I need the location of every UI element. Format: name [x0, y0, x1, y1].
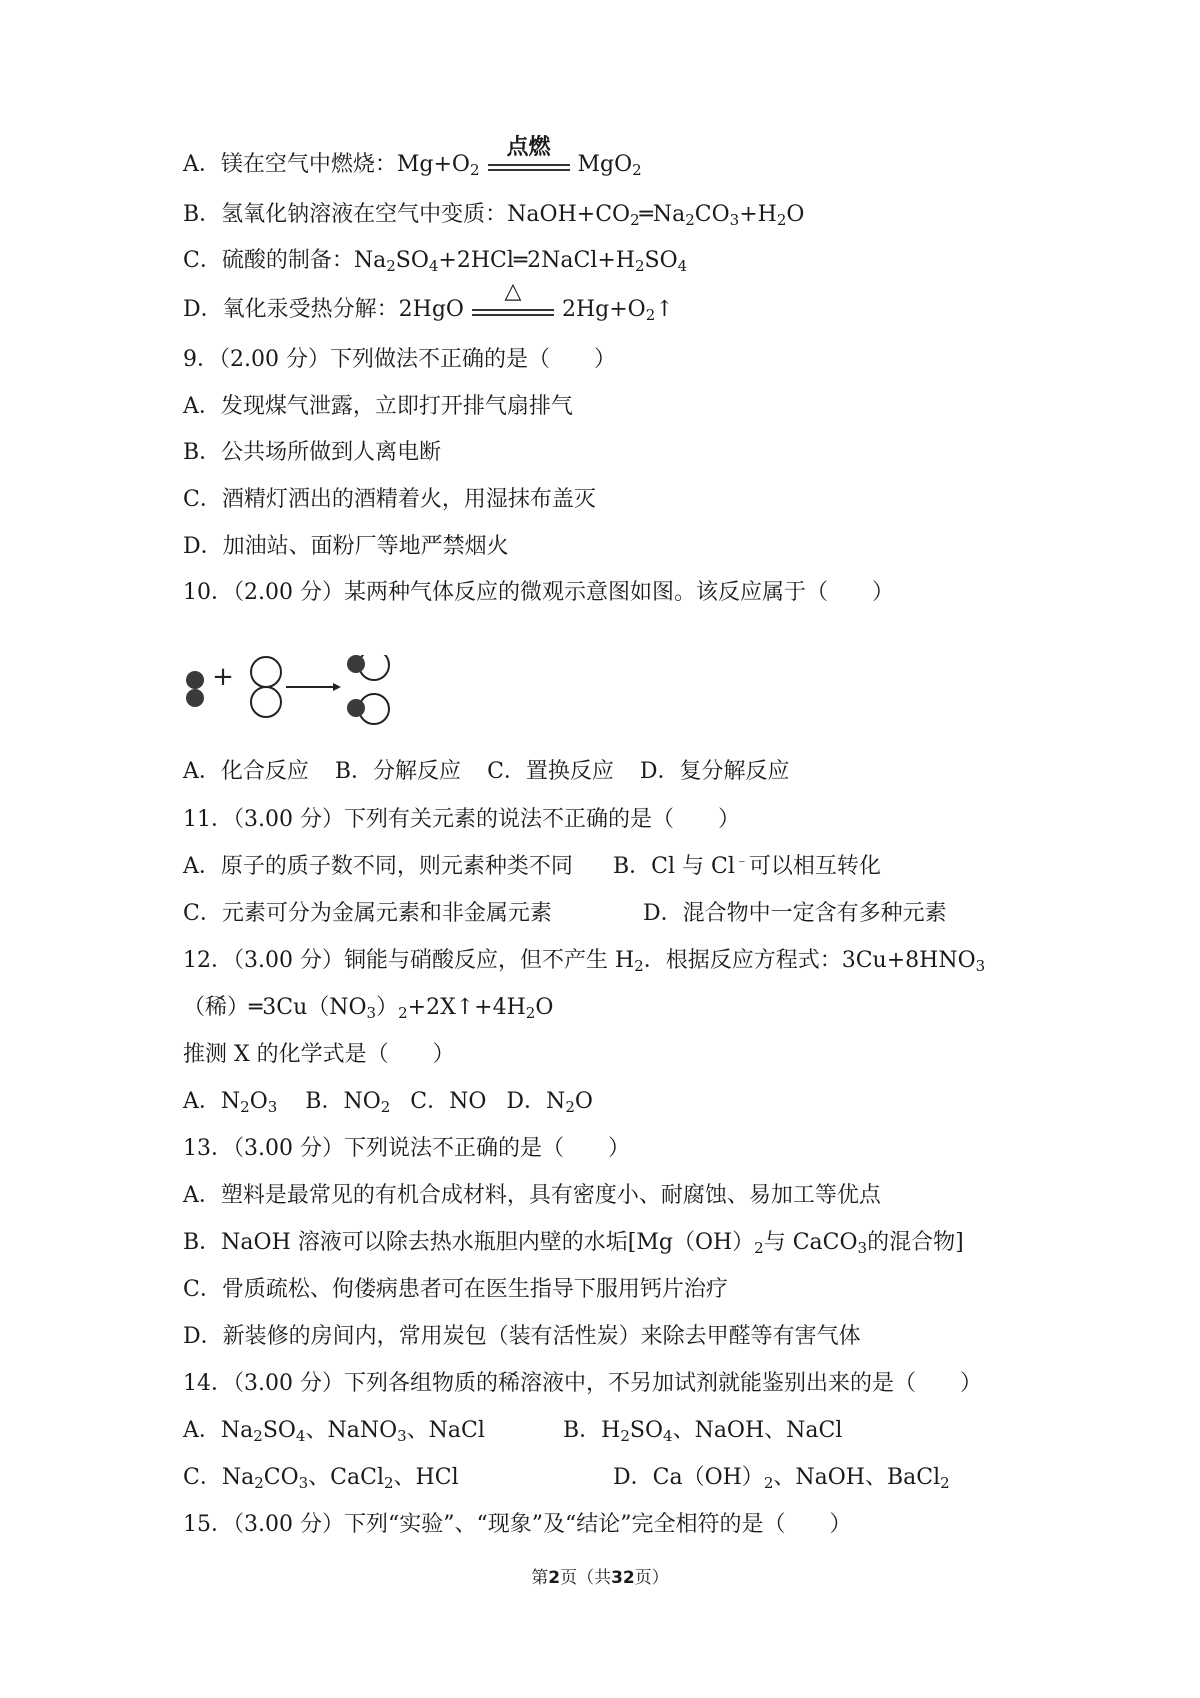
- text-fragment: 2: [384, 1474, 394, 1492]
- dark-atom-icon: [347, 655, 365, 673]
- text-fragment: 2: [254, 1474, 264, 1492]
- text-fragment: SO: [395, 248, 429, 273]
- text-fragment: 、NaOH、BaCl: [773, 1465, 941, 1490]
- text-fragment: 3: [267, 1098, 278, 1116]
- text-fragment: SO: [629, 1418, 664, 1443]
- text-fragment: ↑: [655, 297, 674, 322]
- text-fragment: D．Ca（OH）: [613, 1465, 764, 1490]
- text-fragment: D．复分解反应: [639, 759, 790, 784]
- page-footer: [0, 1563, 1200, 1588]
- text-fragment: +2X↑+4H: [407, 995, 526, 1020]
- text-fragment: 2: [776, 211, 787, 229]
- text-fragment: D．氧化汞受热分解：2HgO: [183, 297, 464, 322]
- text-fragment: B．NO: [305, 1089, 381, 1114]
- text-fragment: 3: [729, 211, 740, 229]
- dark-atom-icon: [186, 671, 204, 689]
- q13-option-c: C．骨质疏松、佝偻病患者可在医生指导下服用钙片治疗: [183, 1277, 728, 1302]
- text-fragment: 页（共: [560, 1568, 612, 1588]
- text-fragment: A．化合反应: [183, 759, 309, 784]
- text-fragment: 2: [620, 1427, 630, 1445]
- text-fragment: 4: [428, 257, 439, 275]
- text-fragment: △: [504, 279, 522, 304]
- reaction-condition-heat: [470, 279, 556, 325]
- q11-options-cd: [183, 899, 947, 929]
- text-fragment: C．Na: [183, 1465, 255, 1490]
- text-fragment: 页）: [634, 1568, 669, 1588]
- text-fragment: CO: [694, 202, 730, 227]
- text-fragment: ．根据反应方程式：3Cu+8HNO: [643, 948, 976, 973]
- text-fragment: B．NaOH 溶液可以除去热水瓶胆内壁的水垢[Mg（OH）: [183, 1230, 755, 1255]
- text-fragment: 2: [645, 306, 656, 324]
- q10-stem: 10．（2.00 分）某两种气体反应的微观示意图如图。该反应属于（ ）: [183, 580, 894, 605]
- text-fragment: 4: [677, 257, 688, 275]
- reaction-condition-ignite: [486, 134, 572, 180]
- text-fragment: A．原子的质子数不同，则元素种类不同: [183, 854, 573, 879]
- text-fragment: C．NO: [410, 1089, 487, 1114]
- text-fragment: 与 CaCO: [763, 1230, 858, 1255]
- dark-atom-icon: [186, 689, 204, 707]
- text-fragment: 2: [240, 1098, 250, 1116]
- text-fragment: 、CaCl: [308, 1465, 384, 1490]
- text-fragment: MgO: [577, 152, 633, 177]
- text-fragment: 2: [940, 1474, 950, 1492]
- text-fragment: 2: [565, 1098, 575, 1116]
- q10-options: [183, 757, 790, 787]
- text-fragment: A．镁在空气中燃烧：Mg+O: [183, 152, 470, 177]
- text-fragment: 、NaCl: [406, 1418, 485, 1443]
- text-fragment: ）: [376, 995, 399, 1020]
- q9-option-b: B．公共场所做到人离电断: [183, 440, 442, 465]
- text-fragment: 12．（3.00 分）铜能与硝酸反应，但不产生 H: [183, 948, 635, 973]
- text-fragment: 2: [685, 211, 695, 229]
- q8-option-c: [183, 246, 687, 276]
- text-fragment: CO: [263, 1465, 299, 1490]
- q12-stem-line1: [183, 946, 985, 976]
- text-fragment: +H: [739, 202, 777, 227]
- q8-option-d: [183, 279, 674, 325]
- q13-option-d: D．新装修的房间内，常用炭包（装有活性炭）来除去甲醛等有害气体: [183, 1324, 861, 1349]
- text-fragment: A．Na: [183, 1418, 254, 1443]
- text-fragment: B．分解反应: [334, 759, 462, 784]
- text-fragment: 2: [469, 161, 480, 179]
- text-fragment: 2: [635, 257, 645, 275]
- q12-stem-line2: [183, 993, 553, 1023]
- dark-atom-icon: [347, 699, 365, 717]
- q9-option-a: A．发现煤气泄露，立即打开排气扇排气: [183, 394, 573, 419]
- text-fragment: 2: [525, 1004, 536, 1022]
- q14-options-ab: [183, 1416, 842, 1446]
- q14-stem: 14．（3.00 分）下列各组物质的稀溶液中，不另加试剂就能鉴别出来的是（ ）: [183, 1371, 982, 1396]
- q13-option-a: A．塑料是最常见的有机合成材料，具有密度小、耐腐蚀、易加工等优点: [183, 1183, 881, 1208]
- text-fragment: O: [574, 1089, 593, 1114]
- text-fragment: 3: [975, 957, 986, 975]
- q11-stem: 11．（3.00 分）下列有关元素的说法不正确的是（ ）: [183, 807, 740, 832]
- text-fragment: 2: [754, 1239, 764, 1257]
- text-fragment: 3: [857, 1239, 868, 1257]
- text-fragment: 2: [632, 161, 642, 179]
- q9-option-c: C．酒精灯洒出的酒精着火，用湿抹布盖灭: [183, 487, 596, 512]
- q11-options-ab: [183, 852, 881, 882]
- text-fragment: 2: [763, 1474, 774, 1492]
- plus-sign: +: [212, 662, 234, 692]
- text-fragment: （稀）═3Cu（NO: [183, 995, 367, 1020]
- q15-stem: 15．（3.00 分）下列“实验”、“现象”及“结论”完全相符的是（ ）: [183, 1512, 852, 1537]
- text-fragment: C．置换反应: [487, 759, 614, 784]
- text-fragment: B．氢氧化钠溶液在空气中变质：NaOH+CO: [183, 202, 631, 227]
- reaction-molecule-diagram: [183, 655, 423, 735]
- text-fragment: C．元素可分为金属元素和非金属元素: [183, 901, 552, 926]
- q9-stem: 9．（2.00 分）下列做法不正确的是（ ）: [183, 347, 616, 372]
- text-fragment: B．Cl 与 Cl: [613, 854, 735, 879]
- text-fragment: ═Na: [639, 202, 686, 227]
- text-fragment: D．混合物中一定含有多种元素: [643, 901, 947, 926]
- text-fragment: 3: [298, 1474, 309, 1492]
- text-fragment: 的混合物]: [867, 1230, 964, 1255]
- text-fragment: 2: [634, 957, 644, 975]
- text-fragment: O: [535, 995, 554, 1020]
- q12-stem-line3: 推测 X 的化学式是（ ）: [183, 1042, 455, 1067]
- light-atom-icon: [251, 657, 281, 687]
- text-fragment: 点燃: [506, 134, 551, 160]
- text-fragment: 2: [253, 1427, 263, 1445]
- text-fragment: 、NaNO: [305, 1418, 398, 1443]
- q8-option-b: [183, 200, 804, 230]
- q8-option-a: [183, 134, 642, 180]
- text-fragment: C．硫酸的制备：Na: [183, 248, 387, 273]
- text-fragment: SO: [644, 248, 678, 273]
- q12-options: [183, 1087, 593, 1117]
- text-fragment: O: [249, 1089, 268, 1114]
- text-fragment: 、NaOH、NaCl: [672, 1418, 843, 1443]
- text-fragment: 可以相互转化: [748, 854, 881, 879]
- text-fragment: 4: [663, 1427, 673, 1445]
- text-fragment: 2: [398, 1004, 408, 1022]
- text-fragment: 3: [366, 1004, 377, 1022]
- text-fragment: ﹣: [734, 853, 749, 869]
- text-fragment: 32: [611, 1568, 635, 1588]
- text-fragment: 4: [295, 1427, 306, 1445]
- text-fragment: 2: [380, 1098, 391, 1116]
- text-fragment: B．H: [563, 1418, 621, 1443]
- text-fragment: 2Hg+O: [561, 297, 646, 322]
- text-fragment: 2: [630, 211, 640, 229]
- text-fragment: D．N: [506, 1089, 566, 1114]
- q13-stem: 13．（3.00 分）下列说法不正确的是（ ）: [183, 1136, 630, 1161]
- text-fragment: SO: [262, 1418, 296, 1443]
- text-fragment: A．N: [183, 1089, 241, 1114]
- text-fragment: 第: [531, 1568, 549, 1588]
- q13-option-b: [183, 1228, 964, 1258]
- text-fragment: 2: [548, 1568, 561, 1588]
- text-fragment: +2HCl═2NaCl+H: [438, 248, 635, 273]
- text-fragment: 2: [386, 257, 396, 275]
- light-atom-icon: [251, 687, 281, 717]
- q14-options-cd: [183, 1463, 950, 1493]
- text-fragment: 3: [397, 1427, 407, 1445]
- q9-option-d: D．加油站、面粉厂等地严禁烟火: [183, 534, 509, 559]
- text-fragment: O: [786, 202, 805, 227]
- text-fragment: 、HCl: [393, 1465, 459, 1490]
